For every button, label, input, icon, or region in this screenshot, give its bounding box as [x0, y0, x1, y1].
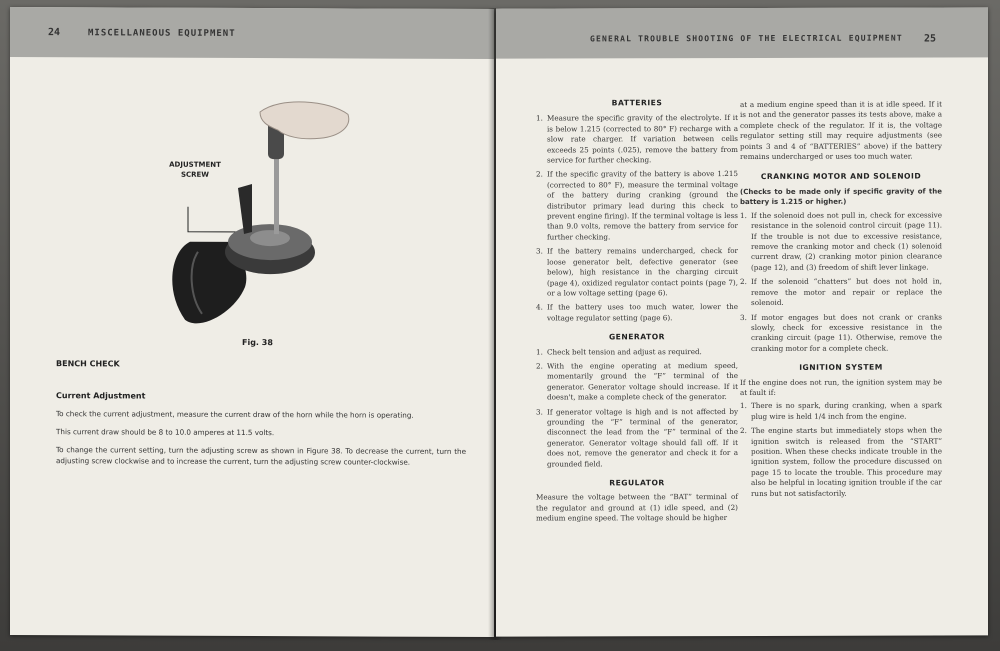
item-text: If the battery remains undercharged, check for loose generator belt, defective generator (see below), high resistance in the charging circuit (page 4), oxidized regulator contact points (page 7), or a low voltage setting (page 6). [547, 246, 738, 298]
callout-line-1: ADJUSTMENT [169, 160, 221, 169]
list-item [536, 169, 738, 242]
regulator-heading: REGULATOR [609, 478, 665, 488]
column-two [740, 99, 942, 499]
body-paragraph: To change the current setting, turn the adjusting screw as shown in Figure 38. To decrease the current, turn the adjusting screw clockwise and to increase the current, turn the adjusting screw counter-clockwise. [56, 445, 466, 467]
item-text: With the engine operating at medium speed, momentarily ground the “F” terminal of the generator. Generator voltage should increase. If it doesn't, make a complete check of the generator. [547, 360, 738, 402]
section-title: MISCELLANEOUS EQUIPMENT [88, 28, 236, 39]
body-paragraph: To check the current adjustment, measure the current draw of the horn while the horn is operating. [56, 409, 414, 420]
item-text: If generator voltage is high and is not affected by grounding the “F” terminal of the generator, disconnect the lead from the “F” terminal of the generator. Generator voltage should fall off. If it does not, remove the generator and check it for a grounded field. [547, 406, 738, 469]
item-text: If the battery uses too much water, lower the voltage regulator setting (page 6). [547, 302, 738, 323]
page-number: 24 [48, 27, 61, 39]
list-item [740, 426, 942, 499]
left-header-band [10, 7, 494, 59]
list-item [740, 277, 942, 309]
bench-check-heading: BENCH CHECK [56, 359, 120, 369]
figure-caption: Fig. 38 [242, 337, 273, 348]
page-number: 25 [924, 33, 937, 45]
right-page [496, 7, 988, 636]
item-text: If the solenoid “chatters” but does not hold in, remove the motor and repair or replace the solenoid. [751, 276, 942, 308]
item-number: 2. [536, 169, 543, 179]
ignition-heading: IGNITION SYSTEM [799, 362, 883, 372]
body-paragraph: This current draw should be 8 to 10.0 amperes at 11.5 volts. [56, 427, 275, 438]
cranking-heading: CRANKING MOTOR AND SOLENOID [760, 171, 922, 182]
item-text: Measure the specific gravity of the electrolyte. If it is below 1.215 (corrected to 80° F) recharge with a slow rate charger. If variation between cells exceeds 25 points (.025), remove the battery from service for further checking. [547, 113, 738, 165]
list-item [536, 302, 738, 323]
horn-figure-illustration [160, 92, 360, 333]
cranking-note: (Checks to be made only if specific gravity of the battery is 1.215 or higher.) [740, 187, 942, 206]
item-text: Check belt tension and adjust as required. [547, 346, 702, 357]
list-item [536, 407, 738, 470]
section-title: GENERAL TROUBLE SHOOTING OF THE ELECTRICAL EQUIPMENT [590, 33, 903, 44]
item-number: 2. [740, 277, 747, 287]
list-item [536, 113, 738, 166]
list-item [536, 347, 738, 358]
item-number: 3. [536, 246, 543, 256]
item-number: 4. [536, 302, 543, 312]
screwdriver-shaft [274, 152, 279, 234]
list-item [740, 312, 942, 354]
generator-list [536, 347, 738, 470]
item-text: If motor engages but does not crank or cranks slowly, check for excessive resistance in the cranking circuit (page 11). Otherwise, remove the cranking motor for a complete check. [751, 311, 942, 353]
list-item [536, 246, 738, 299]
regulator-continued-text: at a medium engine speed than it is at idle speed. If it is not and the generator passes its tests above, make a complete check of the regulator. If it is, the voltage regulator setting still may require adjustments (see points 3 and 4 of “BATTERIES” above) if the battery remains undercharged or uses too much water. [740, 99, 942, 162]
item-number: 2. [740, 426, 747, 436]
callout-line-2: SCREW [180, 170, 210, 179]
regulator-text: Measure the voltage between the “BAT” terminal of the regulator and ground at (1) idle speed, and (2) medium engine speed. The voltage should be higher [536, 492, 738, 523]
item-text: If the solenoid does not pull in, check for excessive resistance in the solenoid control circuit (page 11). If the trouble is not due to excessive resistance, remove the cranking motor and check (1) solenoid current draw, (2) cranking motor pinion clearance (page 12), and (3) freedom of shift lever linkage. [751, 210, 942, 272]
batteries-list [536, 113, 738, 323]
batteries-heading: BATTERIES [611, 98, 663, 108]
left-page [10, 7, 494, 637]
item-text: There is no spark, during cranking, when a spark plug wire is held 1/4 inch from the engine. [751, 400, 942, 421]
ignition-list [740, 401, 942, 499]
item-text: If the specific gravity of the battery is above 1.215 (corrected to 80° F), measure the terminal voltage of the battery during cranking (ground the distributor primary lead during this check to prevent engine firing). If the terminal voltage is less than 9.0 volts, remove the battery from service for further checking. [547, 169, 738, 242]
list-item [740, 401, 942, 422]
item-number: 2. [536, 361, 543, 371]
generator-heading: GENERATOR [608, 332, 666, 342]
cranking-list [740, 210, 942, 354]
item-text: The engine starts but immediately stops when the ignition switch is released from the “START” position. When these checks indicate trouble in the ignition system, follow the procedure discussed on page 15 to locate the trouble. This procedure may also be helpful in locating ignition trouble if the car runs but not satisfactorily. [751, 425, 942, 498]
item-number: 1. [536, 347, 543, 357]
current-adjustment-subheading: Current Adjustment [56, 391, 146, 401]
list-item [740, 210, 942, 273]
item-number: 3. [740, 312, 747, 322]
ignition-intro: If the engine does not run, the ignition system may be at fault if: [740, 377, 942, 397]
item-number: 1. [536, 113, 543, 123]
item-number: 3. [536, 407, 543, 417]
mounting-bracket-shape [238, 184, 252, 234]
right-header-band [496, 7, 988, 58]
item-number: 1. [740, 401, 747, 411]
list-item [536, 361, 738, 403]
item-number: 1. [740, 210, 747, 220]
column-one [536, 98, 738, 524]
